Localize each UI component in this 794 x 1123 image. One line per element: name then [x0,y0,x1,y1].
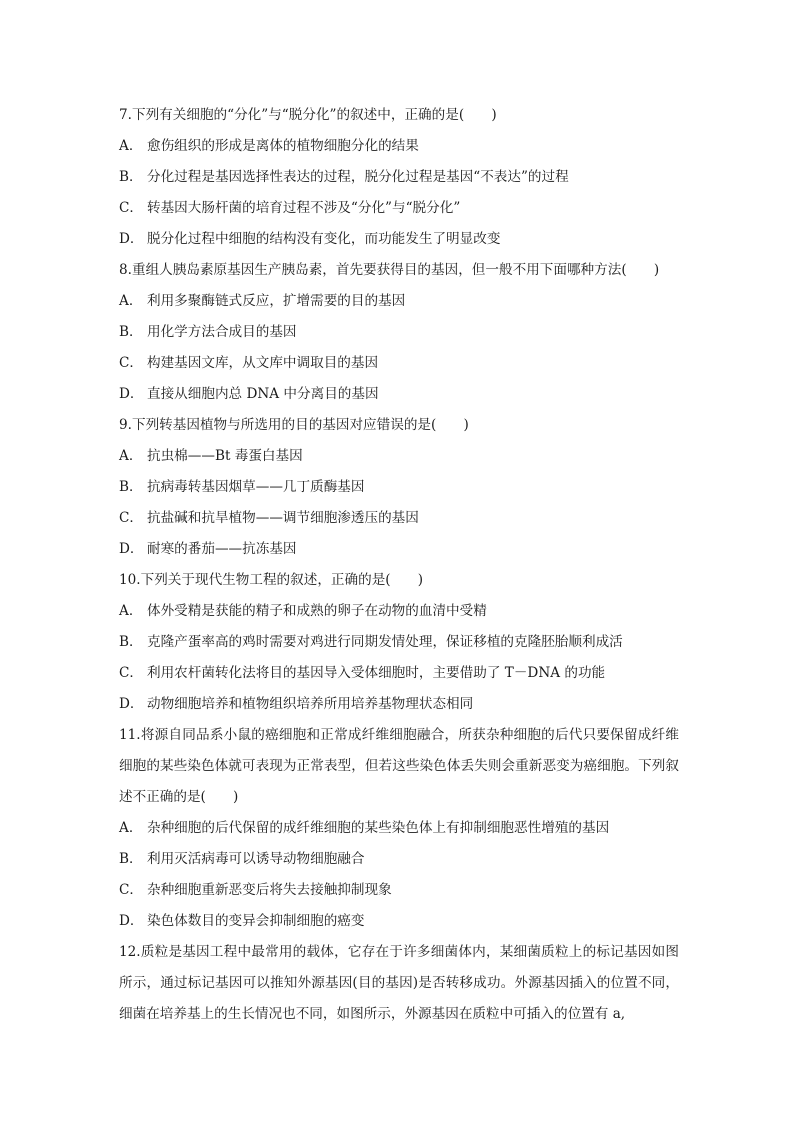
option-item [119,503,679,534]
option-item [119,317,679,348]
option-item [119,286,679,317]
option-text: 克隆产蛋率高的鸡时需要对鸡进行同期发情处理，保证移植的克隆胚胎顺利成活 [147,634,623,650]
option-item [119,875,679,906]
option-letter: C． [119,882,143,898]
option-letter: C． [119,355,143,371]
question-stem: 10.下列关于现代生物工程的叙述，正确的是( ) [119,572,424,588]
option-item [119,844,679,875]
option-text: 抗盐碱和抗旱植物——调节细胞渗透压的基因 [147,510,419,526]
option-letter: D． [119,386,144,402]
option-item [119,534,679,565]
option-text: 抗虫棉——Bt 毒蛋白基因 [147,448,303,464]
option-letter: A． [119,138,143,154]
option-text: 分化过程是基因选择性表达的过程，脱分化过程是基因“不表达”的过程 [147,169,569,185]
option-letter: B． [119,324,143,340]
option-text: 体外受精是获能的精子和成熟的卵子在动物的血清中受精 [147,603,487,619]
question-stem: 9.下列转基因植物与所选用的目的基因对应错误的是( ) [119,417,469,433]
option-letter: D． [119,541,144,557]
option-text: 杂种细胞重新恶变后将失去接触抑制现象 [147,882,392,898]
option-letter: B． [119,169,143,185]
option-item [119,472,679,503]
option-text: 转基因大肠杆菌的培育过程不涉及“分化”与“脱分化” [147,200,461,216]
question-stem: 11.将源自同品系小鼠的癌细胞和正常成纤维细胞融合，所获杂种细胞的后代只要保留成纤维细胞的某些染色体就可表现为正常表型，但若这些染色体丢失则会重新恶变为癌细胞。下列叙述不正确的是( ) [119,727,679,805]
option-item [119,193,679,224]
option-letter: B． [119,479,143,495]
option-text: 利用灭活病毒可以诱导动物细胞融合 [147,851,365,867]
option-item [119,348,679,379]
option-letter: C． [119,200,143,216]
option-letter: D． [119,231,144,247]
option-item [119,658,679,689]
option-item [119,162,679,193]
option-letter: A． [119,820,143,836]
option-text: 利用多聚酶链式反应，扩增需要的目的基因 [147,293,406,309]
option-letter: A． [119,603,143,619]
option-text: 愈伤组织的形成是离体的植物细胞分化的结果 [147,138,419,154]
option-item [119,224,679,255]
question-list [119,100,679,1030]
option-item [119,596,679,627]
option-item [119,906,679,937]
option-text: 染色体数目的变异会抑制细胞的癌变 [147,913,365,929]
option-item [119,441,679,472]
option-text: 脱分化过程中细胞的结构没有变化，而功能发生了明显改变 [147,231,501,247]
option-letter: D． [119,913,144,929]
option-letter: B． [119,634,143,650]
option-text: 耐寒的番茄——抗冻基因 [147,541,297,557]
option-text: 直接从细胞内总 DNA 中分离目的基因 [147,386,379,402]
option-item [119,627,679,658]
option-text: 杂种细胞的后代保留的成纤维细胞的某些染色体上有抑制细胞恶性增殖的基因 [147,820,610,836]
option-text: 抗病毒转基因烟草——几丁质酶基因 [147,479,365,495]
option-letter: C． [119,665,143,681]
question-stem: 12.质粒是基因工程中最常用的载体，它存在于许多细菌体内，某细菌质粒上的标记基因如图所示，通过标记基因可以推知外源基因(目的基因)是否转移成功。外源基因插入的位置不同，细菌在培养基上的生长情况也不同，如图所示，外源基因在质粒中可插入的位置有 a, [119,944,679,1022]
option-letter: A． [119,448,143,464]
question-stem: 7.下列有关细胞的“分化”与“脱分化”的叙述中，正确的是( ) [119,107,497,123]
option-letter: C． [119,510,143,526]
option-item [119,379,679,410]
option-item [119,131,679,162]
question-stem: 8.重组人胰岛素原基因生产胰岛素，首先要获得目的基因，但一般不用下面哪种方法( ) [119,262,660,278]
option-text: 动物细胞培养和植物组织培养所用培养基物理状态相同 [147,696,474,712]
option-letter: D． [119,696,144,712]
option-letter: B． [119,851,143,867]
option-item [119,813,679,844]
option-text: 利用农杆菌转化法将目的基因导入受体细胞时，主要借助了 T－DNA 的功能 [147,665,606,681]
option-item [119,689,679,720]
option-letter: A． [119,293,143,309]
option-text: 用化学方法合成目的基因 [147,324,297,340]
option-text: 构建基因文库，从文库中调取目的基因 [147,355,379,371]
